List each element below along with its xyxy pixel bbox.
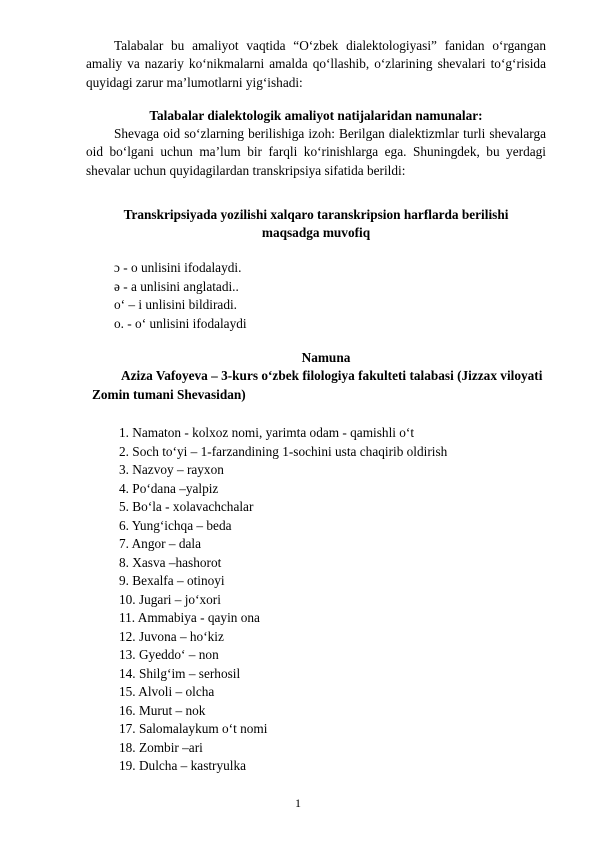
list-item: 6. Yung‘ichqa – beda: [119, 517, 232, 533]
list-item: 11. Ammabiya - qayin ona: [119, 610, 260, 625]
list-item: 8. Xasva –hashorot: [119, 554, 222, 570]
page-number: 1: [295, 796, 301, 810]
legend-item: ɔ - o unlisini ifodalaydi.: [114, 260, 242, 275]
list-item: 9. Bexalfa – otinoyi: [119, 573, 225, 588]
sample-label: Namuna: [301, 350, 351, 365]
list-item: 10. Jugari – jo‘xori: [119, 591, 221, 607]
transcription-legend: [114, 259, 247, 333]
transcription-title-line1: Transkripsiyada yozilishi xalqaro taranskripsion harflarda berilishi: [123, 207, 509, 222]
legend-item: o. - o‘ unlisini ifodalaydi: [114, 315, 247, 331]
list-item: 12. Juvona – ho‘kiz: [119, 628, 224, 644]
section-title: Talabalar dialektologik amaliyot natijalaridan namunalar:: [149, 108, 483, 123]
legend-item: ə - a unlisini anglatadi..: [114, 278, 239, 294]
list-item: 13. Gyeddo‘ – non: [119, 647, 219, 662]
list-item: 16. Murut – nok: [119, 702, 206, 718]
intro-paragraph: Talabalar bu amaliyot vaqtida “O‘zbek dialektologiyasi” fanidan o‘rgangan amaliy va nazariy ko‘nikmalarni amalda qo‘llashib, o‘zlarining shevalari to‘g‘risida quyidagi zarur ma’lumotlarni yig‘ishadi:: [86, 38, 546, 90]
explanation-paragraph: Shevaga oid so‘zlarning berilishiga izoh: Berilgan dialektizmlar turli shevalarga oid bo‘lgani uchun ma’lum bir farqli ko‘rinishlarga ega. Shuningdek, bu yerdagi shevalar uchun quyidagilardan transkripsiya sifatida berildi:: [86, 126, 546, 178]
list-item: 5. Bo‘la - xolavachchalar: [119, 499, 254, 514]
list-item: 2. Soch to‘yi – 1-farzandining 1-sochini usta chaqirib oldirish: [119, 443, 448, 459]
sample-author: Aziza Vafoyeva – 3-kurs o‘zbek filologiya fakulteti talabasi (Jizzax viloyati Zomin tumani Shevasidan): [92, 368, 543, 402]
legend-item: o‘ – i unlisini bildiradi.: [114, 297, 237, 312]
transcription-title-line2: maqsadga muvofiq: [261, 225, 371, 240]
list-item: 17. Salomalaykum o‘t nomi: [119, 721, 268, 736]
list-item: 1. Namaton - kolxoz nomi, yarimta odam - qamishli o‘t: [119, 425, 415, 440]
list-item: 18. Zombir –ari: [119, 739, 203, 755]
list-item: 19. Dulcha – kastryulka: [119, 758, 247, 773]
list-item: 14. Shilg‘im – serhosil: [119, 665, 241, 681]
dialect-word-list: [119, 424, 447, 776]
list-item: 3. Nazvoy – rayxon: [119, 462, 224, 477]
list-item: 4. Po‘dana –yalpiz: [119, 480, 219, 496]
list-item: 15. Alvoli – olcha: [119, 684, 215, 699]
list-item: 7. Angor – dala: [119, 536, 201, 551]
